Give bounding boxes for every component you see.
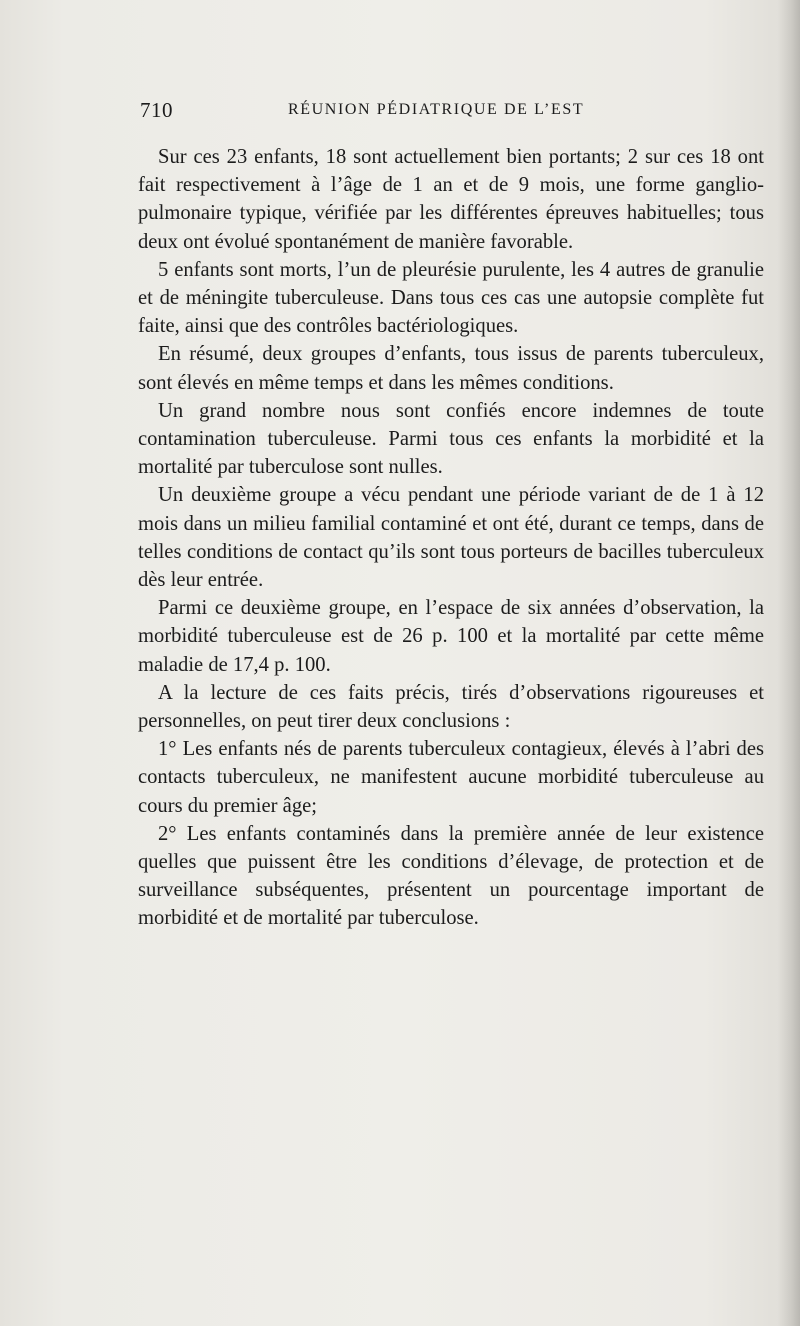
running-title: RÉUNION PÉDIATRIQUE DE L’EST (288, 101, 585, 118)
paragraph-8: 1° Les enfants nés de parents tuberculeux contagieux, élevés à l’abri des contacts tuberculeux, ne manifestent aucune morbidité tuberculeuse au cours du premier âge; (138, 738, 764, 817)
page-number: 710 (140, 98, 173, 122)
paragraph-6: Parmi ce deuxième groupe, en l’espace de six années d’observation, la morbidité tuberculeuse est de 26 p. 100 et la mortalité par cette même maladie de 17,4 p. 100. (138, 597, 764, 676)
paragraph-1: Sur ces 23 enfants, 18 sont actuellement bien portants; 2 sur ces 18 ont fait respectivement à l’âge de 1 an et de 9 mois, une forme ganglio-pulmonaire typique, vérifiée par les différentes épreuves habituelles; tous deux ont évolué spontanément de manière favorable. (138, 146, 764, 253)
page-edge-shadow (778, 0, 800, 1326)
paragraph-5: Un deuxième groupe a vécu pendant une période variant de de 1 à 12 mois dans un milieu familial contaminé et ont été, durant ce temps, dans de telles conditions de contact qu’ils sont tous porteurs de bacilles tuberculeux dès leur entrée. (138, 484, 764, 592)
paragraph-9: 2° Les enfants contaminés dans la première année de leur existence quelles que puissent être les conditions d’élevage, de protection et de surveillance subséquentes, présentent un pourcentage important de morbidité et de mortalité par tuberculose. (138, 822, 764, 930)
paragraph-7: A la lecture de ces faits précis, tirés d’observations rigoureuses et personnelles, on peut tirer deux conclusions : (138, 681, 764, 733)
paragraph-3: En résumé, deux groupes d’enfants, tous issus de parents tuberculeux, sont élevés en même temps et dans les mêmes conditions. (138, 343, 764, 394)
paragraph-4: Un grand nombre nous sont confiés encore indemnes de toute contamination tuberculeuse. Parmi tous ces enfants la morbidité et la mortalité par tuberculose sont nulles. (138, 399, 764, 479)
page-header (140, 98, 764, 128)
paragraph-2: 5 enfants sont morts, l’un de pleurésie purulente, les 4 autres de granulie et de méningite tuberculeuse. Dans tous ces cas une autopsie complète fut faite, ainsi que des contrôles bactériologiques. (138, 258, 764, 338)
body-text (138, 143, 764, 933)
